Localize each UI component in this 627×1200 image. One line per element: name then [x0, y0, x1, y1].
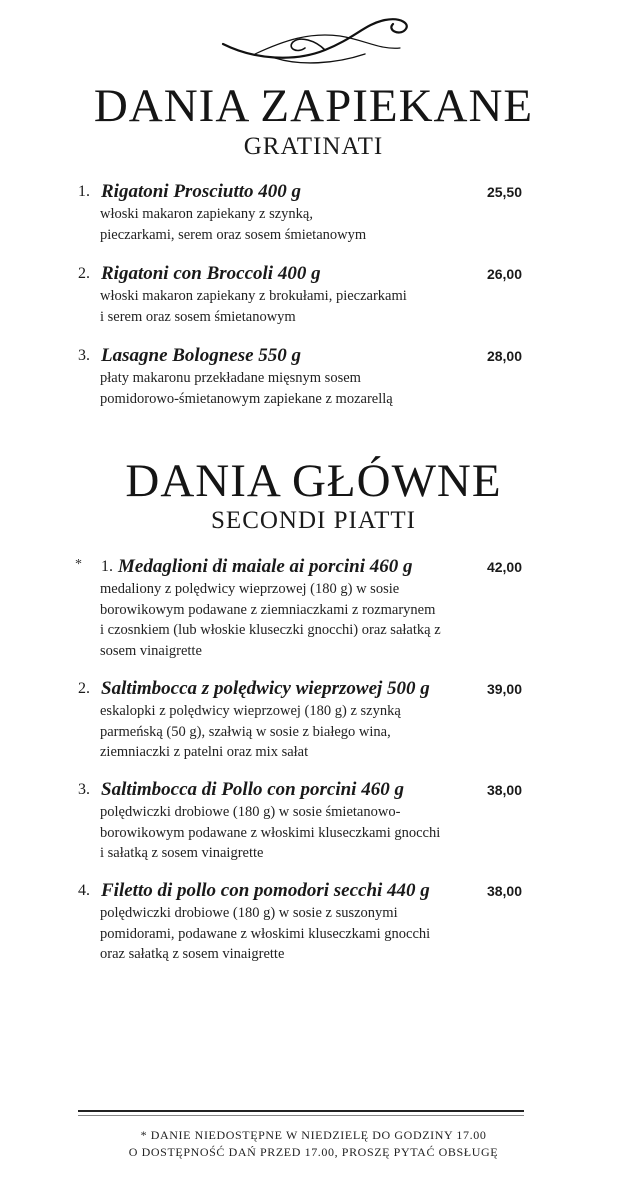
section-title-secondi: DANIA GŁÓWNE — [125, 455, 502, 507]
item-price: 26,00 — [486, 266, 522, 282]
footnote-line-1: * DANIE NIEDOSTĘPNE W NIEDZIELĘ DO GODZINY 17.00 — [140, 1128, 487, 1142]
item-name: Rigatoni Prosciutto 400 g — [101, 181, 302, 202]
item-price: 38,00 — [486, 782, 522, 798]
footer-divider-thin — [78, 1115, 524, 1116]
item-description — [100, 903, 520, 965]
item-name: Saltimbocca z polędwicy wieprzowej 500 g — [101, 678, 430, 699]
description-line: oraz sałatką z sosem vinaigrette — [100, 946, 285, 962]
footer-divider — [78, 1110, 524, 1112]
item-number: 1. — [101, 558, 113, 575]
item-price: 38,00 — [486, 883, 522, 899]
description-line: sosem vinaigrette — [100, 642, 202, 659]
item-price: 25,50 — [486, 184, 522, 200]
description-line: włoski makaron zapiekany z brokułami, pieczarkami — [100, 288, 407, 304]
description-line: parmeńską (50 g), szałwią w sosie z białego wina, — [100, 723, 391, 740]
item-name: Medaglioni di maiale ai porcini 460 g — [118, 556, 413, 577]
description-line: pomidorowo-śmietanowym zapiekane z mozarellą — [100, 390, 393, 407]
item-description — [100, 579, 520, 661]
asterisk-marker: * — [75, 557, 82, 572]
item-number: 2. — [78, 265, 90, 282]
item-description — [100, 368, 520, 409]
item-name: Saltimbocca di Pollo con porcini 460 g — [101, 779, 404, 800]
description-line: pieczarkami, serem oraz sosem śmietanowym — [100, 226, 367, 243]
section-title-gratinati: DANIA ZAPIEKANE — [93, 80, 534, 132]
description-line: borowikowym podawane z włoskimi kluseczkami gnocchi — [100, 824, 441, 841]
description-line: medaliony z polędwicy wieprzowej (180 g) w sosie — [100, 581, 400, 597]
item-name: Filetto di pollo con pomodori secchi 440 g — [101, 880, 430, 901]
item-description — [100, 286, 520, 327]
item-number: 4. — [78, 882, 90, 899]
footnote-line-2: O DOSTĘPNOŚĆ DAŃ PRZED 17.00, PROSZĘ PYTAĆ OBSŁUGĘ — [128, 1145, 499, 1159]
item-name: Lasagne Bolognese 550 g — [101, 345, 302, 366]
item-name: Rigatoni con Broccoli 400 g — [101, 263, 321, 284]
description-line: i czosnkiem (lub włoskie kluseczki gnocchi) oraz sałatką z — [100, 622, 441, 638]
section-subtitle-gratinati: GRATINATI — [243, 133, 384, 160]
description-line: ziemniaczki z patelni oraz mix sałat — [100, 744, 309, 760]
section-subtitle-secondi: SECONDI PIATTI — [211, 507, 416, 534]
item-price: 42,00 — [486, 559, 522, 575]
item-number: 2. — [78, 680, 90, 697]
description-line: i serem oraz sosem śmietanowym — [100, 308, 296, 325]
item-price: 28,00 — [486, 348, 522, 364]
description-line: płaty makaronu przekładane mięsnym sosem — [100, 370, 361, 386]
description-line: i sałatką z sosem vinaigrette — [100, 845, 264, 861]
item-description — [100, 701, 520, 763]
description-line: eskalopki z polędwicy wieprzowej (180 g) z szynką — [100, 703, 401, 719]
item-price: 39,00 — [486, 681, 522, 697]
description-line: pomidorami, podawane z włoskimi kluseczkami gnocchi — [100, 925, 431, 942]
item-description — [100, 204, 520, 245]
description-line: polędwiczki drobiowe (180 g) w sosie śmietanowo- — [100, 804, 401, 820]
description-line: polędwiczki drobiowe (180 g) w sosie z suszonymi — [100, 905, 398, 921]
item-description — [100, 802, 520, 864]
description-line: włoski makaron zapiekany z szynką, — [100, 206, 313, 222]
item-number: 1. — [78, 183, 90, 200]
item-number: 3. — [78, 347, 90, 364]
description-line: borowikowym podawane z ziemniaczkami z rozmarynem — [100, 601, 436, 618]
item-number: 3. — [78, 781, 90, 798]
ornament-swirl-icon — [215, 10, 415, 70]
